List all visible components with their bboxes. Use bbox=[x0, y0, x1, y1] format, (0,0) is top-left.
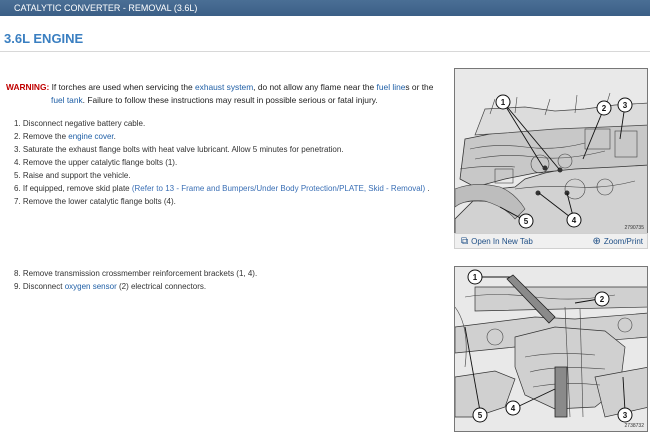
warning-block bbox=[6, 81, 446, 107]
step-item: 1. Disconnect negative battery cable. bbox=[14, 119, 146, 128]
engine-cover-link[interactable]: engine cover bbox=[68, 132, 114, 141]
warning-text: s or the bbox=[405, 82, 434, 92]
zoom-plus-icon: ⊕ bbox=[592, 236, 601, 247]
callout-label: 1 bbox=[472, 273, 478, 282]
step-item: 7. Remove the lower catalytic flange bolts (4). bbox=[14, 197, 176, 206]
fuel-tank-link[interactable]: fuel tank bbox=[51, 95, 83, 105]
oxygen-sensor-link[interactable]: oxygen sensor bbox=[64, 282, 117, 291]
callout-label: 5 bbox=[477, 411, 483, 420]
callout-label: 1 bbox=[500, 98, 506, 107]
section-heading: 3.6L ENGINE bbox=[4, 31, 84, 46]
divider bbox=[0, 51, 650, 52]
zoom-print-button[interactable] bbox=[592, 235, 643, 249]
callout-label: 5 bbox=[523, 217, 529, 226]
step-text: 6. If equipped, remove skid plate bbox=[14, 184, 132, 193]
open-label: Open In New Tab bbox=[471, 237, 533, 246]
callout-label: 2 bbox=[601, 104, 607, 113]
step-item: 3. Saturate the exhaust flange bolts with heat valve lubricant. Allow 5 minutes for penetration. bbox=[14, 145, 344, 154]
step-item: 5. Raise and support the vehicle. bbox=[14, 171, 131, 180]
step-text: (2) electrical connectors. bbox=[116, 282, 207, 291]
step-item bbox=[14, 182, 430, 195]
figure-id: 2790735 bbox=[624, 225, 644, 231]
figure-engine-top[interactable] bbox=[454, 68, 648, 234]
callout-label: 4 bbox=[571, 216, 577, 225]
callout-label: 3 bbox=[622, 101, 628, 110]
page-title: CATALYTIC CONVERTER - REMOVAL (3.6L) bbox=[14, 3, 198, 13]
warning-label: WARNING: bbox=[6, 82, 50, 92]
warning-text: . Failure to follow these instructions may result in possible serious or fatal injury. bbox=[82, 95, 378, 105]
external-link-icon: ⧉ bbox=[461, 236, 469, 247]
callout-label: 4 bbox=[510, 404, 516, 413]
zoom-label: Zoom/Print bbox=[603, 237, 643, 246]
step-list bbox=[14, 117, 430, 208]
step-item bbox=[14, 130, 430, 143]
callout-label: 2 bbox=[599, 295, 605, 304]
exhaust-system-link[interactable]: exhaust system bbox=[194, 82, 254, 92]
step-item: 8. Remove transmission crossmember reinforcement brackets (1, 4). bbox=[14, 269, 258, 278]
fuel-line-link[interactable]: fuel line bbox=[376, 82, 406, 92]
engine-illustration bbox=[455, 69, 648, 234]
figure-id: 2738732 bbox=[624, 423, 644, 429]
step-list bbox=[14, 267, 257, 293]
warning-text: If torches are used when servicing the bbox=[49, 82, 195, 92]
step-text: 2. Remove the bbox=[14, 132, 69, 141]
callout-label: 3 bbox=[622, 411, 628, 420]
step-item: 4. Remove the upper catalytic flange bolts (1). bbox=[14, 158, 178, 167]
figure-toolbar bbox=[454, 233, 648, 249]
skid-plate-reference-link[interactable]: (Refer to 13 - Frame and Bumpers/Under Body Protection/PLATE, Skid - Removal) bbox=[131, 184, 426, 193]
step-item bbox=[14, 280, 257, 293]
warning-text: , do not allow any flame near the bbox=[253, 82, 377, 92]
title-bar bbox=[0, 0, 650, 16]
step-text: 9. Disconnect bbox=[14, 282, 65, 291]
transmission-illustration bbox=[455, 267, 648, 432]
open-in-new-tab-button[interactable] bbox=[461, 235, 533, 249]
step-text: . bbox=[425, 184, 430, 193]
step-text: . bbox=[113, 132, 116, 141]
figure-transmission-underside[interactable] bbox=[454, 266, 648, 432]
